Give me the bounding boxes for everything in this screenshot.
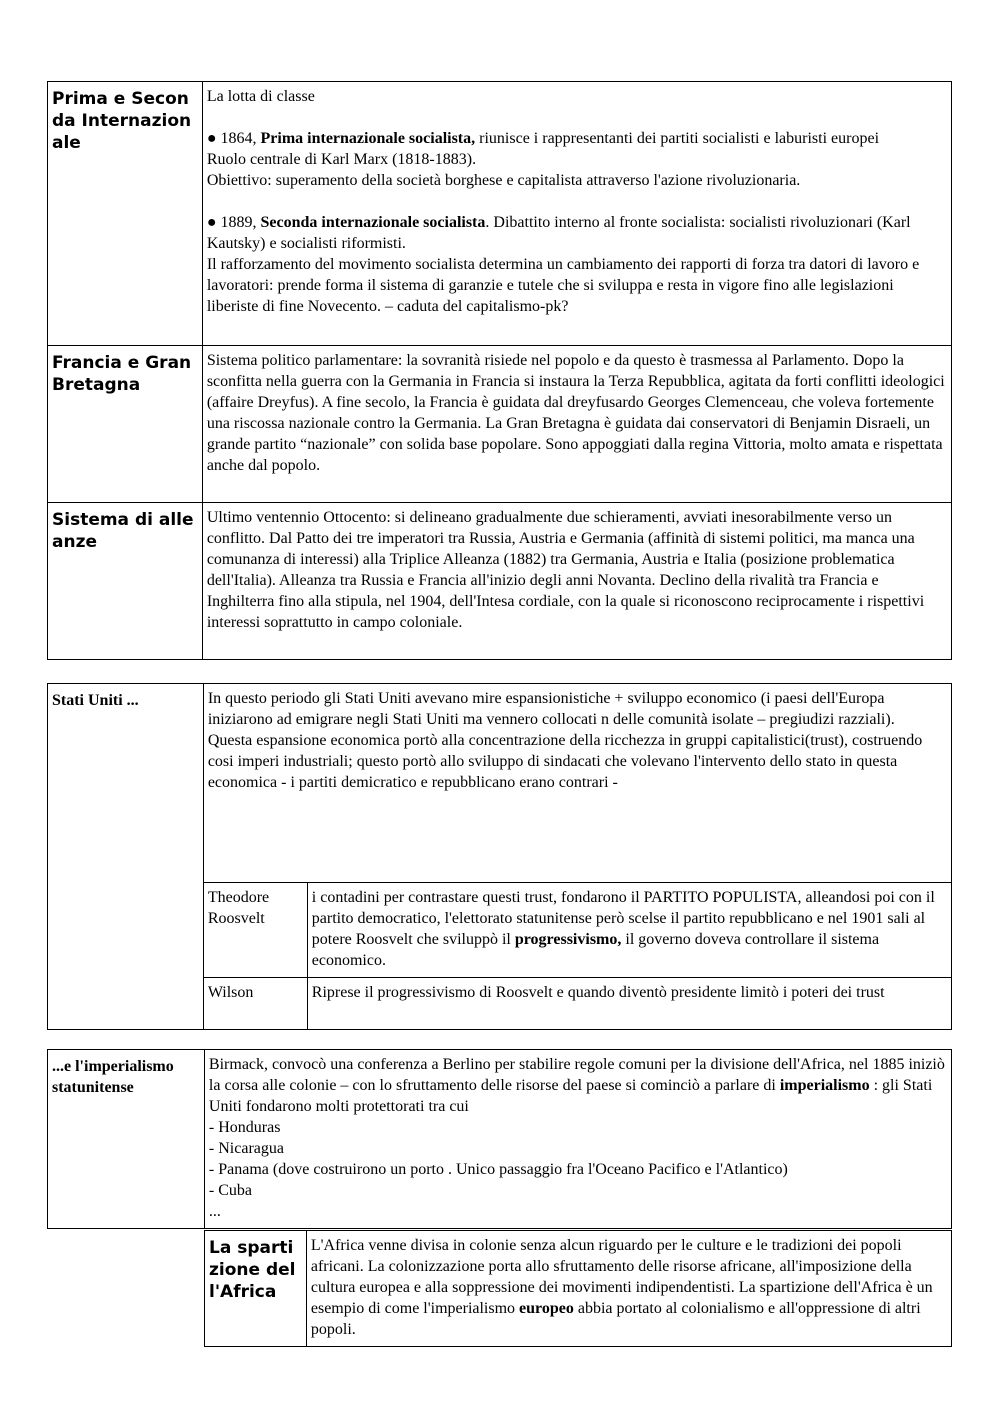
- paragraph: ● 1864, Prima internazionale socialista, riunisce i rappresentanti dei partiti socialisti e laburisti europei: [206, 130, 880, 147]
- president-description: Riprese il progressivismo di Roosvelt e quando diventò presidente limitò i poteri dei trust: [307, 978, 951, 1030]
- list-item: - Honduras: [208, 1119, 281, 1136]
- africa-table: [204, 1230, 952, 1347]
- row-content: Sistema politico parlamentare: la sovranità risiede nel popolo e da questo è trasmessa al Parlamento. Dopo la sconfitta nella guerra con la Germania in Francia si instaura la Terza Repubblica, agitata da forti conflitti ideologici (affaire Dreyfus). A fine secolo, la Francia è guidata dal dreyfusardo Georges Clemenceau, che voleva fortemente una riscossa nazionale contro la Germania. La Gran Bretagna è guidata dai conservatori di Benjamin Disraeli, un grande partito “nazionale” con solida base popolare. Sono appoggiati dalla regina Vittoria, molto amata e rispettata anche dal popolo.: [202, 346, 951, 503]
- history-table: [47, 81, 952, 660]
- row-content: [202, 82, 951, 346]
- row-heading: ...e l'imperialismo statunitense: [48, 1050, 205, 1229]
- imperialism-table: [47, 1049, 952, 1229]
- president-name: Theodore Roosvelt: [203, 883, 307, 978]
- paragraph: ● 1889, Seconda internazionale socialista. Dibattito interno al fronte socialista: socialisti rivoluzionari (Karl Kautsky) e socialisti riformisti.: [206, 214, 911, 252]
- president-description: i contadini per contrastare questi trust, fondarono il PARTITO POPULISTA, alleandosi poi con il partito democratico, l'elettorato statunitense però scelse il partito repubblicano e nel 1901 sali al potere Roosvelt che sviluppò il progressivismo, il governo doveva controllare il sistema economico.: [307, 883, 951, 978]
- president-name: Wilson: [203, 978, 307, 1030]
- row-content: [203, 684, 951, 883]
- table-row: [205, 1231, 952, 1347]
- row-content: Ultimo ventennio Ottocento: si delineano gradualmente due schieramenti, avviati inesorabilmente verso un conflitto. Dal Patto dei tre imperatori tra Russia, Austria e Germania (affinità di sistemi politici, ma manca una comunanza di interessi) alla Triplice Alleanza (1882) tra Germania, Austria e Italia (posizione problematica dell'Italia). Alleanza tra Russia e Francia all'inizio degli anni Novanta. Declino della rivalità tra Francia e Inghilterra fino alla stipula, nel 1904, dell'Intesa cordiale, con la quale si riconoscono reciprocamente i rispettivi interessi soprattutto in campo coloniale.: [202, 503, 951, 660]
- paragraph: Birmack, convocò una conferenza a Berlino per stabilire regole comuni per la divisione dell'Africa, nel 1885 iniziò la corsa alle colonie – con lo sfruttamento delle risorse del paese si cominciò a parlare di imperialismo : gli Stati Uniti fondarono molti protettorati tra cui: [208, 1056, 945, 1115]
- paragraph: Il rafforzamento del movimento socialista determina un cambiamento dei rapporti di forza tra datori di lavoro e lavoratori: prende forma il sistema di garanzie e tutele che si sviluppa e resta in vigore fino alle legislazioni liberiste di fine Novecento. – caduta del capitalismo-pk?: [206, 256, 920, 315]
- paragraph: Ruolo centrale di Karl Marx (1818-1883).: [206, 151, 477, 168]
- table-row: [48, 1050, 952, 1229]
- usa-table: [47, 683, 952, 1030]
- table-row: [48, 684, 952, 883]
- paragraph: Obiettivo: superamento della società borghese e capitalista attraverso l'azione rivoluzionaria.: [206, 172, 801, 189]
- paragraph: La lotta di classe: [206, 88, 315, 105]
- paragraph: Questa espansione economica portò alla concentrazione della ricchezza in gruppi capitalistici(trust), costruendo cosi imperi industriali; questo portò allo sviluppo di sindacati che volevano l'intervento dello stato in questa economica - i partiti demicratico e repubblicano erano contrari -: [207, 732, 923, 791]
- row-content: [204, 1050, 951, 1229]
- row-heading: Stati Uniti ...: [48, 684, 204, 1030]
- list-item: - Cuba: [208, 1182, 253, 1199]
- table-row: [48, 346, 952, 503]
- paragraph: In questo periodo gli Stati Uniti avevano mire espansionistiche + sviluppo economico (i paesi dell'Europa iniziarono ad emigrare negli Stati Uniti ma vennero collocati n delle comunità isolate – pregiudizi razziali).: [207, 690, 895, 728]
- list-item: ...: [208, 1203, 221, 1220]
- table-row: [48, 82, 952, 346]
- row-heading: Francia e Gran Bretagna: [48, 346, 203, 503]
- list-item: - Nicaragua: [208, 1140, 284, 1157]
- table-row: [48, 503, 952, 660]
- row-heading: Prima e Seconda Internazionale: [48, 82, 203, 346]
- row-heading: La spartizione dell'Africa: [205, 1231, 307, 1347]
- row-content: L'Africa venne divisa in colonie senza alcun riguardo per le culture e le tradizioni dei popoli africani. La colonizzazione porta allo sfruttamento delle risorse africane, all'imposizione della cultura europea e alla soppressione dei movimenti indipendentisti. La spartizione dell'Africa è un esempio di come l'imperialismo europeo abbia portato al colonialismo e all'oppressione di altri popoli.: [306, 1231, 951, 1347]
- row-heading: Sistema di alleanze: [48, 503, 203, 660]
- list-item: - Panama (dove costruirono un porto . Unico passaggio fra l'Oceano Pacifico e l'Atlantico): [208, 1161, 788, 1178]
